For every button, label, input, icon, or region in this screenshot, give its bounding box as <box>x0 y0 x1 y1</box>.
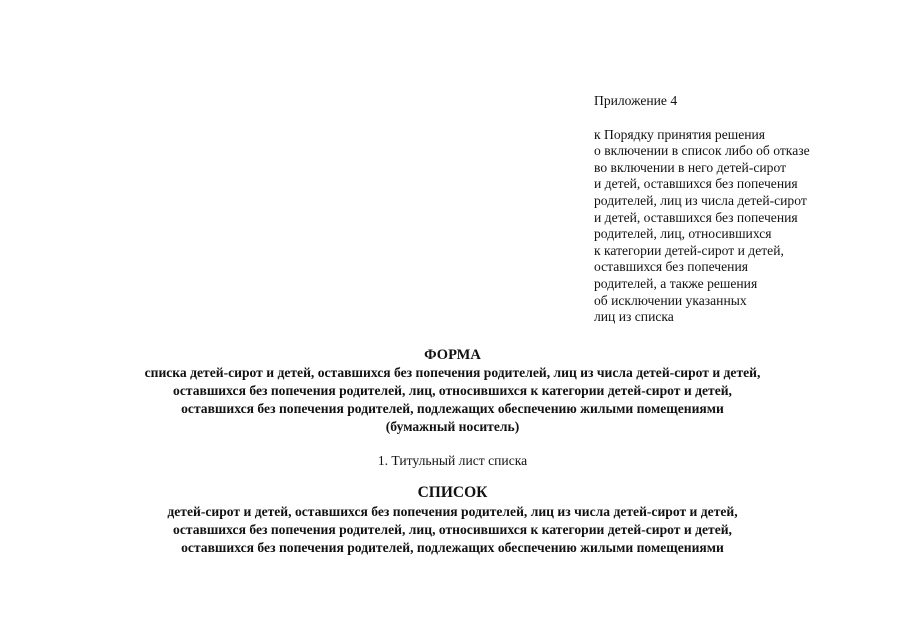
appendix-line: и детей, оставшихся без попечения <box>594 176 798 192</box>
form-subtitle-line: списка детей-сирот и детей, оставшихся без попечения родителей, лиц из числа детей-сирот и детей, <box>144 365 761 380</box>
form-heading: ФОРМА <box>424 347 481 363</box>
appendix-line: к категории детей-сирот и детей, <box>594 242 784 258</box>
list-block <box>0 483 905 557</box>
appendix-line: родителей, лиц, относившихся <box>594 226 772 242</box>
form-medium-note: (бумажный носитель) <box>385 419 520 434</box>
appendix-line: о включении в список либо об отказе <box>594 143 810 159</box>
appendix-line: оставшихся без попечения <box>594 259 748 275</box>
form-subtitle-line: оставшихся без попечения родителей, подлежащих обеспечению жилыми помещениями <box>181 401 724 416</box>
form-block <box>0 346 905 436</box>
appendix-line: во включении в него детей-сирот <box>594 159 787 175</box>
list-heading: СПИСОК <box>417 484 488 501</box>
appendix-line: об исключении указанных <box>594 292 747 308</box>
section-title-sheet: 1. Титульный лист списка <box>377 453 528 468</box>
appendix-line: к Порядку принятия решения <box>594 126 766 142</box>
list-subtitle-line: детей-сирот и детей, оставшихся без попечения родителей, лиц из числа детей-сирот и детей, <box>167 504 738 519</box>
appendix-reference <box>594 127 894 326</box>
appendix-line: лиц из списка <box>594 309 674 325</box>
appendix-line: и детей, оставшихся без попечения <box>594 209 798 225</box>
appendix-title: Приложение 4 <box>594 93 678 108</box>
list-subtitle-line: оставшихся без попечения родителей, лиц, относившихся к категории детей-сирот и детей, <box>173 522 732 537</box>
appendix-line: родителей, а также решения <box>594 275 758 291</box>
form-subtitle-line: оставшихся без попечения родителей, лиц, относившихся к категории детей-сирот и детей, <box>173 383 732 398</box>
list-subtitle-line: оставшихся без попечения родителей, подлежащих обеспечению жилыми помещениями <box>181 540 724 555</box>
appendix-line: родителей, лиц из числа детей-сирот <box>594 192 807 208</box>
appendix-block <box>594 93 894 326</box>
